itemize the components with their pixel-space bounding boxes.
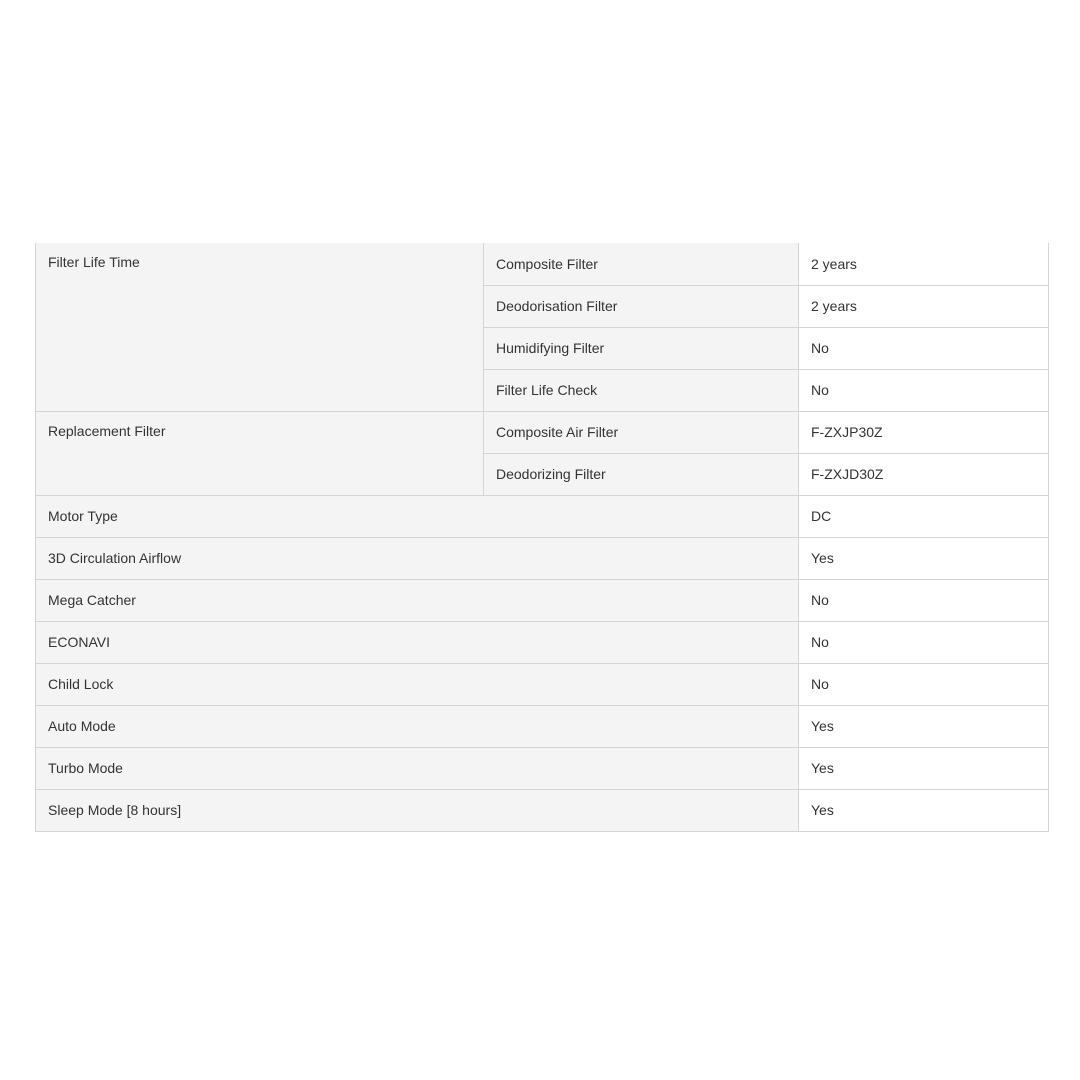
group-label-filter-life-time: Filter Life Time — [36, 243, 484, 411]
row-value: 2 years — [799, 243, 1049, 285]
row-value: Yes — [799, 537, 1049, 579]
row-label: Deodorisation Filter — [484, 285, 799, 327]
table-row — [36, 411, 1049, 453]
table-row — [36, 747, 1049, 789]
row-value: No — [799, 621, 1049, 663]
row-value: Yes — [799, 789, 1049, 831]
table-row — [36, 621, 1049, 663]
row-value: DC — [799, 495, 1049, 537]
row-value: No — [799, 369, 1049, 411]
row-label-child-lock: Child Lock — [36, 663, 799, 705]
row-value: F-ZXJP30Z — [799, 411, 1049, 453]
row-label: Humidifying Filter — [484, 327, 799, 369]
row-value: Yes — [799, 705, 1049, 747]
row-value: F-ZXJD30Z — [799, 453, 1049, 495]
table-row — [36, 243, 1049, 285]
table-row — [36, 495, 1049, 537]
row-value: No — [799, 663, 1049, 705]
row-label-auto-mode: Auto Mode — [36, 705, 799, 747]
table-row — [36, 663, 1049, 705]
table-row — [36, 789, 1049, 831]
table-row — [36, 537, 1049, 579]
row-label: Composite Filter — [484, 243, 799, 285]
row-label: Composite Air Filter — [484, 411, 799, 453]
row-label-mega-catcher: Mega Catcher — [36, 579, 799, 621]
row-label-turbo-mode: Turbo Mode — [36, 747, 799, 789]
row-value: Yes — [799, 747, 1049, 789]
row-label-sleep-mode: Sleep Mode [8 hours] — [36, 789, 799, 831]
table-row — [36, 705, 1049, 747]
table-row — [36, 579, 1049, 621]
row-label-3d-circulation-airflow: 3D Circulation Airflow — [36, 537, 799, 579]
row-label-motor-type: Motor Type — [36, 495, 799, 537]
row-label: Deodorizing Filter — [484, 453, 799, 495]
row-value: 2 years — [799, 285, 1049, 327]
row-label-econavi: ECONAVI — [36, 621, 799, 663]
row-value: No — [799, 327, 1049, 369]
spec-table — [35, 243, 1049, 832]
row-label: Filter Life Check — [484, 369, 799, 411]
group-label-replacement-filter: Replacement Filter — [36, 411, 484, 495]
row-value: No — [799, 579, 1049, 621]
